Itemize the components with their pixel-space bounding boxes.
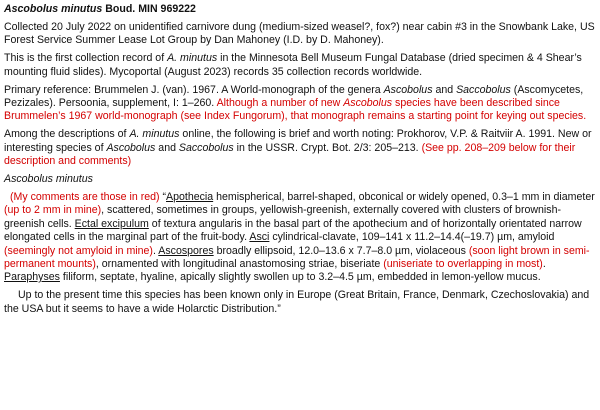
among-genus-saccobolus: Saccobolus	[178, 141, 234, 154]
primary-comment-genus: Ascobolus	[343, 96, 393, 109]
primary-text-a: Primary reference: Brummelen J. (van). 1967. A World-monograph of the genera	[4, 83, 384, 96]
species-heading	[4, 173, 596, 186]
comments-note: (My comments are those in red)	[10, 190, 160, 203]
desc-text-7: , ornamented with longitudinal anastomosing striae, biseriate	[95, 257, 384, 270]
desc-text-6: broadly ellipsoid, 12.0–13.6 x 7.7–8.0 µm, violaceous	[213, 244, 469, 257]
desc-text-2: , scattered, sometimes in groups, yellowish-greenish, externally covered with clusters of brownish-greenish cells.	[4, 204, 561, 230]
comment-color: (soon light brown in semi-permanent mounts)	[4, 244, 590, 270]
among-text-c: online, the following is brief and worth noting: Prokhorov, V.P. & Raitviir A. 1991. New or interesting species of	[4, 128, 592, 154]
term-apothecia: Apothecia	[166, 190, 214, 203]
desc-text-8: .	[542, 257, 546, 270]
among-text-a: Among the descriptions of	[4, 128, 130, 141]
term-ectal-excipulum: Ectal excipulum	[74, 217, 149, 230]
desc-text-5: .	[152, 244, 159, 257]
desc-text-9: filiform, septate, hyaline, apically slightly swollen up to 3.2–4.5 µm, embedded in lemon-yellow mucus.	[59, 271, 541, 284]
comment-seriation: (uniseriate to overlapping in most)	[383, 257, 543, 270]
quote-open: “	[159, 190, 167, 203]
among-text-g: in the USSR. Crypt. Bot. 2/3: 205–213.	[233, 141, 422, 154]
among-text-e: and	[155, 141, 179, 154]
comment-amyloid: (seemingly not amyloid in mine)	[4, 244, 153, 257]
primary-comment-3: species have been described since Brummelen’s 1967 world-monograph (see Index Fungorum), that monograph remains a starting point for keying out species.	[4, 96, 587, 123]
document-title	[4, 3, 596, 16]
among-species: A. minutus	[129, 128, 180, 141]
record-text-c: in the Minnesota Bell Museum Fungal Database (dried specimen & 4 Shear’s mounting fluid slides). Mycoportal (August 2023) records 35 collection records worldwide.	[4, 52, 582, 78]
term-asci: Asci	[249, 231, 270, 244]
primary-comment-1: Although a number of new	[216, 96, 344, 109]
primary-genus-saccobolus: Saccobolus	[456, 83, 511, 96]
title-authority-accession: Boud. MIN 969222	[102, 3, 196, 15]
desc-text-3: of textura angularis in the basal part of the apothecium and of horizontally orientated narrow elongated cells in the marginal part of the fruit-body.	[4, 217, 582, 244]
term-paraphyses: Paraphyses	[4, 271, 60, 284]
collection-paragraph: Collected 20 July 2022 on unidentified carnivore dung (medium-sized weasel?, fox?) near cabin #3 in the Snowbank Lake, US Forest Service Summer Lease Lot Group by Dan Mahoney (I.D. by D. Mahoney).	[4, 20, 595, 47]
among-descriptions-paragraph	[4, 128, 596, 168]
record-species: A. minutus	[167, 52, 218, 65]
record-text-a: This is the first collection record of	[4, 52, 168, 65]
description-paragraph	[4, 191, 596, 285]
primary-genus-ascobolus: Ascobolus	[383, 83, 433, 96]
among-genus-ascobolus: Ascobolus	[106, 141, 156, 154]
title-species: Ascobolus minutus	[4, 3, 103, 15]
primary-text-e: (Ascomycetes, Pezizales). Persoonia, supplement, I: 1–260.	[4, 83, 584, 109]
comment-diameter: (up to 2 mm in mine)	[4, 204, 102, 217]
desc-text-1: hemispherical, barrel-shaped, obconical or widely opened, 0.3–1 mm in diameter	[213, 190, 595, 203]
primary-text-c: and	[432, 83, 457, 96]
term-ascospores: Ascospores	[158, 244, 214, 257]
record-paragraph	[4, 52, 596, 79]
species-heading-text: Ascobolus minutus	[4, 172, 93, 185]
distribution-paragraph: Up to the present time this species has been known only in Europe (Great Britain, France, Denmark, Czechoslovakia) and the USA but it seems to have a wide Holarctic Distribution.”	[4, 289, 590, 315]
primary-reference-paragraph	[4, 84, 596, 124]
among-comment: (See pp. 208–209 below for their description and comments)	[4, 141, 576, 168]
desc-text-4: cylindrical-clavate, 109–141 x 11.2–14.4(–19.7) µm, amyloid	[269, 231, 555, 244]
